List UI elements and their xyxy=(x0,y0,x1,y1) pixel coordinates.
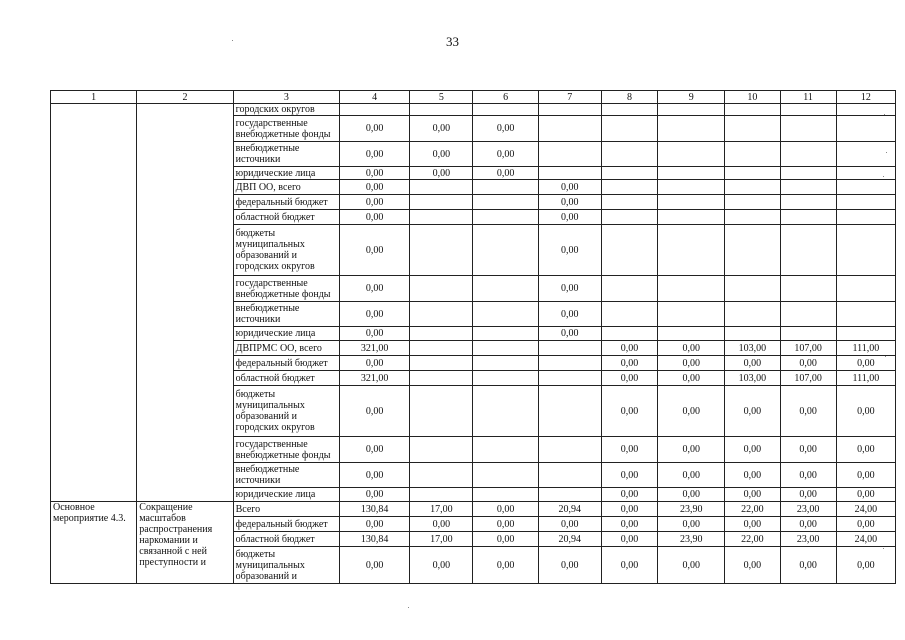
funding-source-cell: бюджеты муниципальных образований и xyxy=(233,547,339,584)
funding-source-cell: бюджеты муниципальных образований и городских округов xyxy=(233,386,339,437)
value-cell: 0,00 xyxy=(538,195,601,210)
table-row xyxy=(51,104,896,116)
value-cell xyxy=(601,167,657,180)
value-cell xyxy=(473,437,538,463)
value-cell: 0,00 xyxy=(538,302,601,327)
funding-source-cell: внебюджетные источники xyxy=(233,463,339,488)
value-cell xyxy=(473,463,538,488)
value-cell: 107,00 xyxy=(780,341,836,356)
value-cell xyxy=(836,225,895,276)
funding-source-cell: федеральный бюджет xyxy=(233,356,339,371)
value-cell xyxy=(836,210,895,225)
value-cell xyxy=(658,327,725,341)
funding-source-cell: государственные внебюджетные фонды xyxy=(233,437,339,463)
value-cell xyxy=(780,302,836,327)
value-cell xyxy=(725,104,780,116)
value-cell xyxy=(780,142,836,167)
funding-source-cell: городских округов xyxy=(233,104,339,116)
value-cell: 0,00 xyxy=(658,341,725,356)
column-header: 5 xyxy=(410,91,473,104)
funding-source-cell: государственные внебюджетные фонды xyxy=(233,276,339,302)
value-cell: 20,94 xyxy=(538,532,601,547)
value-cell: 0,00 xyxy=(410,547,473,584)
value-cell: 0,00 xyxy=(658,463,725,488)
value-cell xyxy=(410,210,473,225)
value-cell xyxy=(473,180,538,195)
value-cell xyxy=(836,116,895,142)
value-cell xyxy=(473,210,538,225)
column-header: 1 xyxy=(51,91,137,104)
value-cell xyxy=(340,104,410,116)
value-cell xyxy=(538,341,601,356)
value-cell: 0,00 xyxy=(340,195,410,210)
column-header: 8 xyxy=(601,91,657,104)
value-cell: 0,00 xyxy=(410,116,473,142)
column-header: 3 xyxy=(233,91,339,104)
funding-source-cell: юридические лица xyxy=(233,488,339,502)
value-cell: 0,00 xyxy=(780,356,836,371)
column-header: 7 xyxy=(538,91,601,104)
funding-source-cell: областной бюджет xyxy=(233,371,339,386)
value-cell: 24,00 xyxy=(836,502,895,517)
column-header: 9 xyxy=(658,91,725,104)
value-cell: 23,00 xyxy=(780,502,836,517)
value-cell xyxy=(658,104,725,116)
value-cell: 17,00 xyxy=(410,502,473,517)
value-cell xyxy=(836,142,895,167)
value-cell: 0,00 xyxy=(340,386,410,437)
value-cell: 0,00 xyxy=(780,463,836,488)
value-cell xyxy=(538,437,601,463)
value-cell: 0,00 xyxy=(340,167,410,180)
value-cell: 0,00 xyxy=(340,517,410,532)
value-cell xyxy=(410,488,473,502)
column-header: 6 xyxy=(473,91,538,104)
value-cell xyxy=(410,104,473,116)
column-header: 2 xyxy=(137,91,233,104)
value-cell: 0,00 xyxy=(725,356,780,371)
value-cell: 0,00 xyxy=(538,276,601,302)
value-cell xyxy=(658,195,725,210)
value-cell xyxy=(836,327,895,341)
value-cell: 0,00 xyxy=(601,463,657,488)
value-cell: 0,00 xyxy=(340,437,410,463)
value-cell: 0,00 xyxy=(340,327,410,341)
column-header: 11 xyxy=(780,91,836,104)
value-cell xyxy=(410,225,473,276)
value-cell xyxy=(601,276,657,302)
value-cell: 0,00 xyxy=(538,210,601,225)
value-cell xyxy=(410,463,473,488)
value-cell xyxy=(410,302,473,327)
value-cell: 0,00 xyxy=(658,488,725,502)
value-cell: 0,00 xyxy=(725,517,780,532)
value-cell: 20,94 xyxy=(538,502,601,517)
value-cell xyxy=(410,356,473,371)
funding-source-cell: областной бюджет xyxy=(233,532,339,547)
value-cell: 17,00 xyxy=(410,532,473,547)
value-cell: 0,00 xyxy=(473,502,538,517)
value-cell: 0,00 xyxy=(340,180,410,195)
funding-source-cell: юридические лица xyxy=(233,327,339,341)
value-cell xyxy=(780,276,836,302)
value-cell xyxy=(780,167,836,180)
value-cell xyxy=(601,180,657,195)
value-cell: 0,00 xyxy=(658,386,725,437)
value-cell xyxy=(601,104,657,116)
value-cell xyxy=(601,225,657,276)
blank-cell xyxy=(137,104,233,502)
value-cell xyxy=(836,276,895,302)
value-cell: 0,00 xyxy=(601,488,657,502)
value-cell xyxy=(725,327,780,341)
value-cell xyxy=(410,371,473,386)
value-cell: 0,00 xyxy=(658,547,725,584)
value-cell xyxy=(538,142,601,167)
value-cell: 0,00 xyxy=(473,547,538,584)
value-cell xyxy=(601,302,657,327)
value-cell xyxy=(780,327,836,341)
value-cell xyxy=(601,142,657,167)
value-cell xyxy=(538,104,601,116)
value-cell xyxy=(836,302,895,327)
value-cell xyxy=(836,180,895,195)
value-cell xyxy=(410,195,473,210)
value-cell: 0,00 xyxy=(538,180,601,195)
value-cell xyxy=(658,210,725,225)
value-cell xyxy=(473,104,538,116)
value-cell: 0,00 xyxy=(410,142,473,167)
value-cell: 321,00 xyxy=(340,341,410,356)
funding-source-cell: федеральный бюджет xyxy=(233,195,339,210)
page-number: 33 xyxy=(446,34,459,49)
value-cell: 0,00 xyxy=(725,488,780,502)
value-cell: 0,00 xyxy=(473,167,538,180)
value-cell: 0,00 xyxy=(340,302,410,327)
funding-source-cell: ДВПРМС ОО, всего xyxy=(233,341,339,356)
header-row xyxy=(51,91,896,104)
value-cell xyxy=(410,276,473,302)
funding-source-cell: Всего xyxy=(233,502,339,517)
value-cell: 0,00 xyxy=(780,488,836,502)
value-cell xyxy=(473,327,538,341)
value-cell xyxy=(780,116,836,142)
value-cell: 0,00 xyxy=(601,356,657,371)
value-cell: 0,00 xyxy=(836,437,895,463)
value-cell: 23,90 xyxy=(658,502,725,517)
value-cell xyxy=(658,276,725,302)
value-cell: 0,00 xyxy=(658,371,725,386)
value-cell xyxy=(538,116,601,142)
value-cell xyxy=(410,437,473,463)
funding-source-cell: областной бюджет xyxy=(233,210,339,225)
value-cell xyxy=(410,386,473,437)
value-cell xyxy=(658,142,725,167)
value-cell: 22,00 xyxy=(725,502,780,517)
value-cell: 0,00 xyxy=(340,116,410,142)
value-cell: 0,00 xyxy=(340,547,410,584)
value-cell: 23,00 xyxy=(780,532,836,547)
value-cell xyxy=(473,341,538,356)
value-cell: 0,00 xyxy=(836,386,895,437)
column-header: 4 xyxy=(340,91,410,104)
value-cell xyxy=(601,327,657,341)
value-cell xyxy=(780,210,836,225)
value-cell xyxy=(725,180,780,195)
value-cell xyxy=(473,488,538,502)
blank-cell xyxy=(51,104,137,502)
activity-label-cell: Основное мероприятие 4.3. xyxy=(51,502,137,584)
value-cell xyxy=(780,225,836,276)
value-cell xyxy=(725,276,780,302)
value-cell xyxy=(725,210,780,225)
value-cell xyxy=(658,167,725,180)
value-cell: 0,00 xyxy=(658,517,725,532)
value-cell: 0,00 xyxy=(601,547,657,584)
value-cell: 0,00 xyxy=(601,437,657,463)
value-cell: 321,00 xyxy=(340,371,410,386)
value-cell: 0,00 xyxy=(538,517,601,532)
value-cell xyxy=(725,302,780,327)
value-cell: 0,00 xyxy=(725,386,780,437)
value-cell: 0,00 xyxy=(473,142,538,167)
value-cell: 103,00 xyxy=(725,341,780,356)
value-cell xyxy=(725,225,780,276)
value-cell: 103,00 xyxy=(725,371,780,386)
value-cell: 0,00 xyxy=(601,371,657,386)
value-cell xyxy=(538,356,601,371)
value-cell: 0,00 xyxy=(836,517,895,532)
value-cell xyxy=(780,195,836,210)
value-cell xyxy=(538,167,601,180)
value-cell xyxy=(410,180,473,195)
value-cell: 22,00 xyxy=(725,532,780,547)
value-cell xyxy=(473,225,538,276)
value-cell: 0,00 xyxy=(340,276,410,302)
value-cell: 0,00 xyxy=(658,356,725,371)
value-cell xyxy=(601,116,657,142)
value-cell: 0,00 xyxy=(538,547,601,584)
value-cell xyxy=(538,386,601,437)
value-cell xyxy=(601,210,657,225)
value-cell xyxy=(601,195,657,210)
value-cell: 0,00 xyxy=(538,327,601,341)
value-cell: 0,00 xyxy=(340,142,410,167)
value-cell: 111,00 xyxy=(836,371,895,386)
value-cell xyxy=(658,302,725,327)
table-body xyxy=(51,104,896,584)
activity-description-cell: Сокращение масштабов распространения наркомании и связанной с ней преступности и xyxy=(137,502,233,584)
value-cell xyxy=(836,167,895,180)
value-cell xyxy=(473,386,538,437)
value-cell: 0,00 xyxy=(340,463,410,488)
value-cell xyxy=(725,116,780,142)
budget-table xyxy=(50,90,896,584)
value-cell xyxy=(538,371,601,386)
value-cell xyxy=(725,167,780,180)
funding-source-cell: внебюджетные источники xyxy=(233,142,339,167)
value-cell xyxy=(780,180,836,195)
value-cell: 0,00 xyxy=(725,463,780,488)
value-cell: 0,00 xyxy=(780,386,836,437)
value-cell xyxy=(410,327,473,341)
value-cell: 0,00 xyxy=(410,517,473,532)
value-cell xyxy=(780,104,836,116)
value-cell: 0,00 xyxy=(725,547,780,584)
value-cell: 0,00 xyxy=(725,437,780,463)
value-cell: 0,00 xyxy=(836,463,895,488)
value-cell xyxy=(836,104,895,116)
column-header: 10 xyxy=(725,91,780,104)
value-cell xyxy=(473,371,538,386)
value-cell xyxy=(538,488,601,502)
value-cell: 0,00 xyxy=(601,341,657,356)
value-cell: 0,00 xyxy=(601,502,657,517)
funding-source-cell: федеральный бюджет xyxy=(233,517,339,532)
funding-source-cell: ДВП ОО, всего xyxy=(233,180,339,195)
value-cell: 0,00 xyxy=(780,517,836,532)
funding-source-cell: бюджеты муниципальных образований и городских округов xyxy=(233,225,339,276)
value-cell xyxy=(658,180,725,195)
value-cell xyxy=(473,195,538,210)
value-cell: 0,00 xyxy=(538,225,601,276)
value-cell: 107,00 xyxy=(780,371,836,386)
value-cell: 0,00 xyxy=(836,356,895,371)
value-cell: 0,00 xyxy=(410,167,473,180)
funding-source-cell: юридические лица xyxy=(233,167,339,180)
value-cell: 0,00 xyxy=(340,210,410,225)
value-cell: 0,00 xyxy=(473,532,538,547)
value-cell: 0,00 xyxy=(340,225,410,276)
value-cell: 0,00 xyxy=(340,356,410,371)
value-cell: 0,00 xyxy=(473,517,538,532)
value-cell: 0,00 xyxy=(340,488,410,502)
value-cell: 23,90 xyxy=(658,532,725,547)
value-cell: 0,00 xyxy=(836,547,895,584)
value-cell: 0,00 xyxy=(473,116,538,142)
value-cell xyxy=(658,225,725,276)
value-cell xyxy=(725,142,780,167)
value-cell xyxy=(473,276,538,302)
value-cell xyxy=(473,356,538,371)
funding-source-cell: государственные внебюджетные фонды xyxy=(233,116,339,142)
value-cell: 0,00 xyxy=(836,488,895,502)
value-cell: 0,00 xyxy=(601,386,657,437)
value-cell xyxy=(410,341,473,356)
value-cell: 0,00 xyxy=(780,547,836,584)
value-cell: 0,00 xyxy=(658,437,725,463)
value-cell xyxy=(725,195,780,210)
value-cell: 0,00 xyxy=(601,532,657,547)
value-cell: 0,00 xyxy=(601,517,657,532)
value-cell xyxy=(538,463,601,488)
value-cell xyxy=(473,302,538,327)
column-header: 12 xyxy=(836,91,895,104)
value-cell: 130,84 xyxy=(340,502,410,517)
value-cell: 0,00 xyxy=(780,437,836,463)
value-cell xyxy=(836,195,895,210)
value-cell xyxy=(658,116,725,142)
value-cell: 111,00 xyxy=(836,341,895,356)
value-cell: 130,84 xyxy=(340,532,410,547)
funding-source-cell: внебюджетные источники xyxy=(233,302,339,327)
table-row xyxy=(51,502,896,517)
value-cell: 24,00 xyxy=(836,532,895,547)
